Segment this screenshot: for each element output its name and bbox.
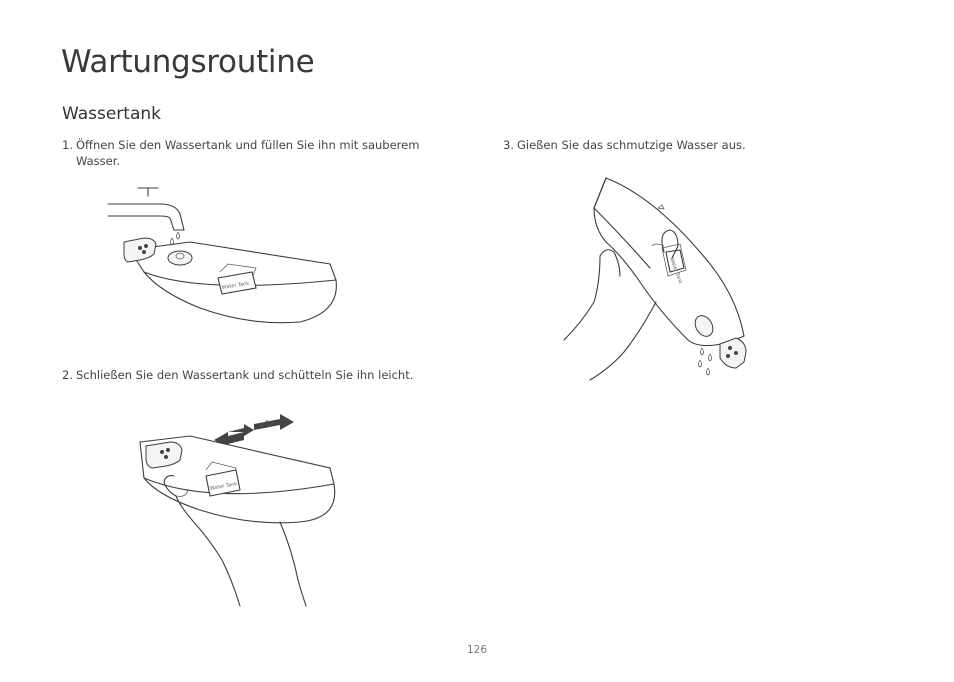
step-number: 3. [503,138,514,152]
step-text: Schließen Sie den Wassertank und schütteln Sie ihn leicht. [76,368,414,382]
step-text: Öffnen Sie den Wassertank und füllen Sie ihn mit sauberem Wasser. [76,138,420,168]
section-title: Wassertank [62,104,162,124]
step-1 [62,137,442,169]
step-2 [62,367,462,383]
faucet-icon [108,188,184,245]
shake-arrows-icon [214,414,294,448]
tank-label-text: Water Tank [221,280,250,291]
water-drops-icon [699,348,712,375]
tank-label-text: Water Tank [668,256,684,285]
tank-label-text: Water Tank [209,481,238,492]
step-number: 2. [62,368,73,382]
water-tank-filling-illustration [100,180,350,330]
page-number: 126 [466,644,488,656]
step-3 [503,137,833,153]
water-tank-lid [720,338,746,368]
page-title: Wartungsroutine [61,44,315,80]
step-number: 1. [62,138,73,152]
step-text: Gießen Sie das schmutzige Wasser aus. [517,138,746,152]
water-tank-pouring-illustration [560,172,755,382]
water-tank-shaking-illustration [130,410,345,610]
